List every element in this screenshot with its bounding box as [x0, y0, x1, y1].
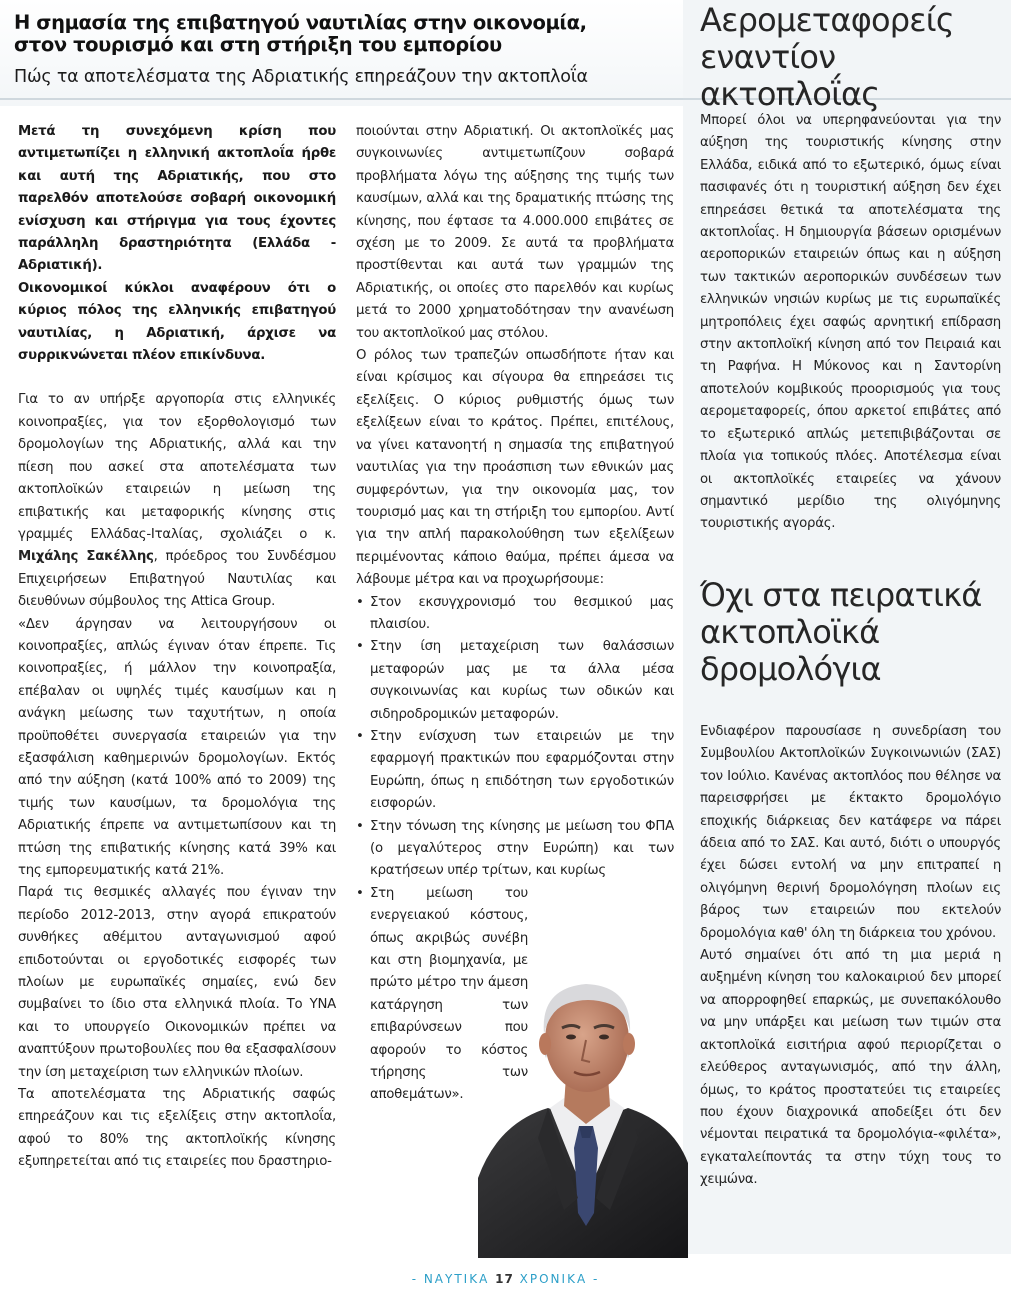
body-paragraph-6: Ο ρόλος των τραπεζών οπωσδήποτε ήταν και είναι κρίσιμος και σίγουρα θα επηρεάσει τις εξελίξεις. Ο κύριος ρυθμιστής όμως των εξελίξεων είναι το κράτος. Πρέπει, επιτέλους, να γίνει κατανοητή η σημασία της επιβατηγού ναυτιλίας για την προάσπιση των εθνικών μας συμφερόντων, για την οικονομία μας, τον τουρισμό μας και τη στήριξη του εμπορίου. Αντί για την απλή παρακολούθηση των εξελίξεων περιμένοντας κάποιο θαύμα, πρέπει άμεσα να λάβουμε μέτρα και να προχωρήσουμε: [356, 348, 674, 588]
article-column-1 [18, 121, 336, 1174]
page-footer [0, 1272, 1011, 1286]
article-title [14, 12, 674, 56]
speaker-portrait [478, 948, 688, 1258]
sidebar-text-2 [700, 721, 1001, 1192]
sidebar-heading1-line2: εναντίον ακτοπλοΐας [700, 38, 880, 113]
article-subtitle: Πώς τα αποτελέσματα της Αδριατικής επηρεάζουν την ακτοπλοΐα [14, 67, 588, 87]
sidebar-heading1-line1: Αερομεταφορείς [700, 1, 954, 39]
sidebar-heading2-line1: Όχι στα πειρατικά [700, 576, 982, 614]
sidebar-paragraph-2a: Ενδιαφέρον παρουσίασε η συνεδρίαση του Συμβουλίου Ακτοπλοϊκών Συγκοινωνιών (ΣΑΣ) τον Ιούλιο. Κανένας ακτοπλόος που θέλησε να παρεισφρήσει με έκτακτο δρομολόγιο εποχικής διάρκειας δεν κατάφερε να πάρει άδεια από το ΣΑΣ. Και αυτό, διότι ο υπουργός έχει δώσει εντολή να μην επιτραπεί η ολιγόμηνη θερινή δρομολόγηση πλοίων εις βάρος των εταιρειών που εκτελούν δρομολόγια καθ' όλη τη διάρκεια του χρόνου. [700, 724, 1001, 941]
footer-right: ΧΡΟΝΙΚΑ - [519, 1272, 600, 1286]
sidebar-paragraph-2b: Αυτό σημαίνει ότι από τη μια μεριά η αυξημένη κίνηση του καλοκαιριού δεν μπορεί να απορροφηθεί επαρκώς, με συνεπακόλουθο να μην υπάρξει και μείωση των τιμών στα ακτοπλοϊκά εισιτήρια αφού περιορίζεται ο ελεύθερος ανταγωνισμός, από την άλλη, όμως, το κράτος προστατεύει τις εταιρείες που έχουν διαχρονικά αποδείξει ότι δεν νέμονται πειρατικά τα δρομολόγια-«φιλέτα», εγκαταλείποντάς τα στην τύχη τους το χειμώνα. [700, 948, 1001, 1188]
sidebar-heading2-line3: δρομολόγια [700, 650, 881, 688]
article-title-line1: Η σημασία της επιβατηγού ναυτιλίας στην οικονομία, [14, 11, 587, 34]
sidebar-text-1: Μπορεί όλοι να υπερηφανεύονται για την αύξηση της τουριστικής κίνησης στην Ελλάδα, ειδικά από το εξωτερικό, όμως είναι πασιφανές ότι η τουριστική αύξηση δεν έχει επηρεάσει θετικά τα αποτελέσματα της ακτοπλοΐας. Η δημιουργία βάσεων ορισμένων αεροπορικών εταιρειών όπως και η αύξηση των τακτικών αεροπορικών συνδέσεων των ελληνικών νησιών κυρίως με τις ευρωπαϊκές μητροπόλεις έχει σαφώς αρνητική επίδραση στην ακτοπλοϊκή κίνηση από τον Πειραιά και τη Ραφήνα. Η Μύκονος και η Σαντορίνη αποτελούν κομβικούς προορισμούς για τους αερομεταφορείς, όπου αρκετοί επιβάτες από το εξωτερικό απλώς μετεπιβιβάζονται σε πλοία για τοπικούς πλόες. Αποτέλεσμα είναι οι ακτοπλοϊκές εταιρείες να χάνουν σημαντικό μερίδιο της ολιγόμηνης τουριστικής αγοράς. [700, 113, 1001, 532]
speaker-name: Μιχάλης Σακέλλης [18, 549, 154, 565]
list-item: • Στον εκσυγχρονισμό του θεσμικού μας πλαισίου. [356, 592, 674, 637]
list-item: • Στην τόνωση της κίνησης με μείωση του ΦΠΑ (ο μεγαλύτερος στην Ευρώπη) και των κρατήσεων υπέρ τρίτων, και κυρίως [356, 816, 674, 883]
body-paragraph-4: Τα αποτελέσματα της Αδριατικής σαφώς επηρεάζουν και τις εξελίξεις στην ακτοπλοΐα, αφού το 80% της ακτοπλοϊκής κίνησης εξυπηρετείται από τις εταιρείες που δραστηριο- [18, 1087, 336, 1170]
header-divider [0, 98, 683, 100]
sidebar-heading2-line2: ακτοπλοϊκά [700, 613, 880, 651]
body-paragraph-3: Παρά τις θεσμικές αλλαγές που έγιναν την περίοδο 2012-2013, στην αγορά επικρατούν συνθήκες αθέμιτου ανταγωνισμού αφού επιδοτούνται οι εργοδοτικές εισφορές των πλοίων με ευρωπαϊκές σημαίες, ενώ δεν συμβαίνει το ίδιο στα ελληνικά πλοία. Το ΥΝΑ και το υπουργείο Οικονομικών πρέπει να αναπτύξουν πρωτοβουλίες που θα εξασφαλίσουν την ίση μεταχείριση των ελληνικών πλοίων. [18, 885, 336, 1080]
body-paragraph-1-end: , πρόεδρος του Συνδέσμου Επιχειρήσεων Επιβατηγού Ναυτιλίας και διευθύνων σύμβουλος της Attica Group. [18, 549, 336, 610]
portrait-illustration [478, 948, 688, 1258]
page-number: 17 [495, 1272, 514, 1286]
list-item: • Στη μείωση του ενεργειακού κόστους, όπως ακριβώς συνέβη και στη βιομηχανία, με πρώτο μέτρο την άμεση κατάργηση των επιβαρύνσεων που αφορούν το κόστος τήρησης των αποθεμάτων». [356, 883, 528, 1107]
lead-paragraph: Μετά τη συνεχόμενη κρίση που αντιμετωπίζει η ελληνική ακτοπλοΐα ήρθε και αυτή της Αδριατικής, που στο παρελθόν αποτελούσε σοβαρή οικονομική ενίσχυση και στήριγμα για τους έχοντες παράλληλη δραστηριότητα (Ελλάδα - Αδριατική). [18, 124, 336, 274]
footer-left: - ΝΑΥΤΙΚΑ [411, 1272, 490, 1286]
lead-paragraph-2: Οικονομικοί κύκλοι αναφέρουν ότι ο κύριος πόλος της ελληνικής επιβατηγού ναυτιλίας, η Αδριατική, άρχισε να συρρικνώνεται πλέον επικίνδυνα. [18, 280, 336, 364]
list-item: • Στην ίση μεταχείριση των θαλάσσιων μεταφορών μας με τα άλλα μέσα συγκοινωνίας και κυρίως των οδικών και σιδηροδρομικών μεταφορών. [356, 636, 674, 726]
article-title-line2: στον τουρισμό και στη στήριξη του εμπορίου [14, 33, 502, 56]
body-paragraph-5: ποιούνται στην Αδριατική. Οι ακτοπλοϊκές μας συγκοινωνίες αντιμετωπίζουν σοβαρά προβλήματα λόγω της αύξησης της τιμής των καυσίμων, αλλά και της δραματικής πτώσης της κίνησης, που έφτασε τα 4.000.000 επιβάτες σε σχέση με το 2009. Σε αυτά τα προβλήματα προστίθενται και αυτά των γραμμών της Αδριατικής, οι οποίες στο παρελθόν και κυρίως μετά το 2000 χρηματοδότησαν την ανανέωση του ακτοπλοϊκού μας στόλου. [356, 124, 674, 341]
list-item: • Στην ενίσχυση των εταιρειών με την εφαρμογή πρακτικών που εφαρμόζονται στην Ευρώπη, όπως η επιδότηση των εργοδοτικών εισφορών. [356, 726, 674, 816]
sidebar-heading-pirate-routes [700, 577, 1000, 688]
body-paragraph-2: «Δεν άργησαν να λειτουργήσουν οι κοινοπραξίες, απλώς έγιναν όταν έπρεπε. Τις κοινοπραξίες, ή μάλλον την κοινοπραξία, επέβαλαν οι υψηλές τιμές καυσίμων και η ανάγκη μείωσης των ταχυτήτων, η οποία προϋποθέτει συνεργασία εταιρειών για την εξασφάλιση καθημερινών δρομολογίων. Εκτός από την αύξηση (κατά 100% από το 2009) της τιμής των καυσίμων, τα δρομολόγια της Αδριατικής έπρεπε να αντιμετωπίσουν και τη πτώση της επιβατικής κίνησης κατά 39% και της εμπορευματικής κατά 21%. [18, 616, 336, 878]
sidebar-heading-air-carriers [700, 2, 1000, 113]
body-paragraph-1-start: Για το αν υπήρξε αργοπορία στις ελληνικές κοινοπραξίες, για τον εξορθολογισμό των δρομολογίων της Αδριατικής, αλλά και την πίεση που ασκεί στα αποτελέσματα των ακτοπλοϊκών εταιρειών η μείωση της επιβατικής και μεταφορικής κίνησης στις γραμμές Ελλάδας-Ιταλίας, σχολιάζει ο κ. [18, 392, 336, 542]
body-paragraph-1 [18, 389, 336, 613]
